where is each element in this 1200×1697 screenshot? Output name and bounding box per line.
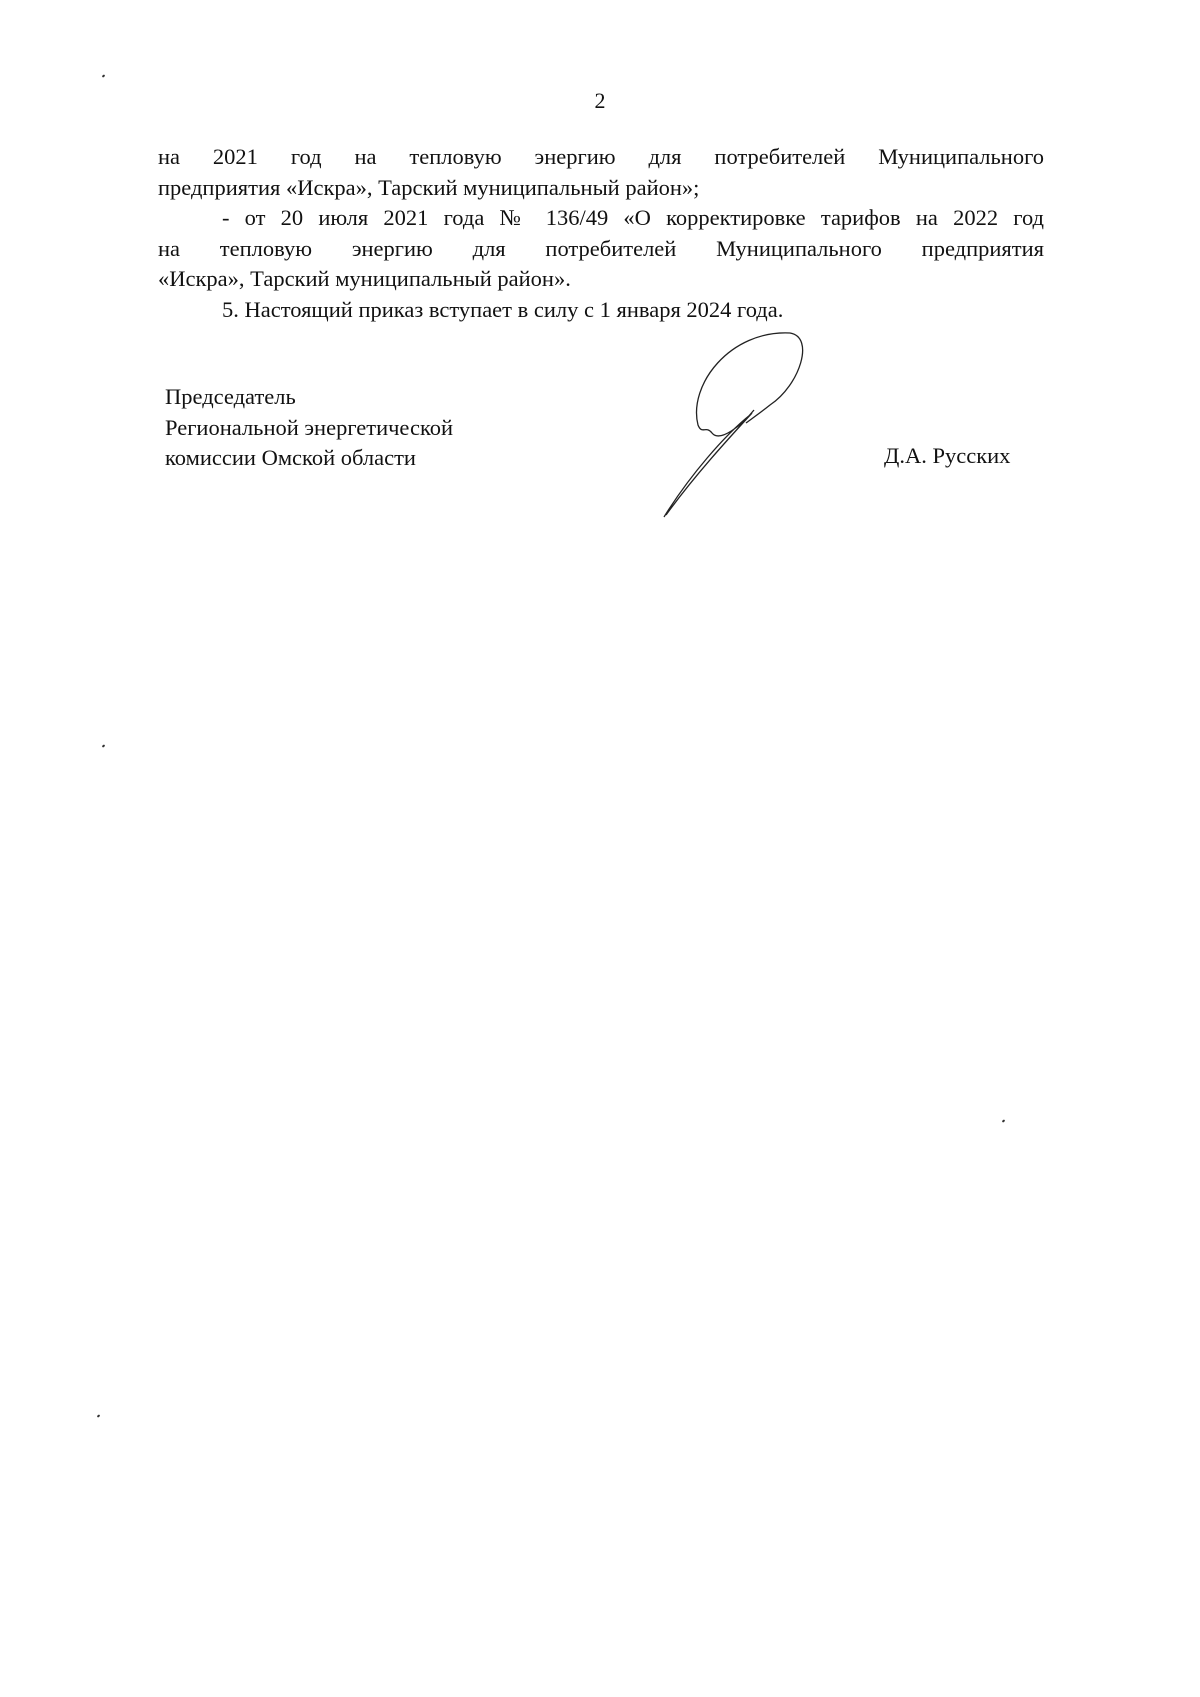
scan-speck [102, 74, 106, 77]
paragraph-line: - от 20 июля 2021 года № 136/49 «О корректировке тарифов на 2022 год [222, 205, 1044, 230]
signer-name: Д.А. Русских [884, 443, 1011, 468]
scan-speck [97, 1414, 101, 1417]
paragraph-line: 5. Настоящий приказ вступает в силу с 1 января 2024 года. [222, 296, 784, 322]
paragraph-line: «Искра», Тарский муниципальный район». [158, 266, 571, 291]
scan-speck [102, 744, 106, 747]
signatory-title-line: Председатель [165, 384, 296, 409]
scan-speck [1002, 1119, 1006, 1122]
signatory-title-line: комиссии Омской области [165, 445, 416, 470]
signatory-title [165, 382, 453, 474]
handwritten-signature [650, 325, 820, 525]
signatory-title-line: Региональной энергетической [165, 414, 454, 440]
paragraph-line: на 2021 год на тепловую энергию для потребителей Муниципального [158, 144, 1044, 169]
paragraph-line: предприятия «Искра», Тарский муниципальный район»; [158, 174, 700, 200]
document-body [158, 142, 1044, 325]
paragraph-line: на тепловую энергию для потребителей Муниципального предприятия [158, 235, 1044, 261]
page-number: 2 [594, 88, 606, 113]
